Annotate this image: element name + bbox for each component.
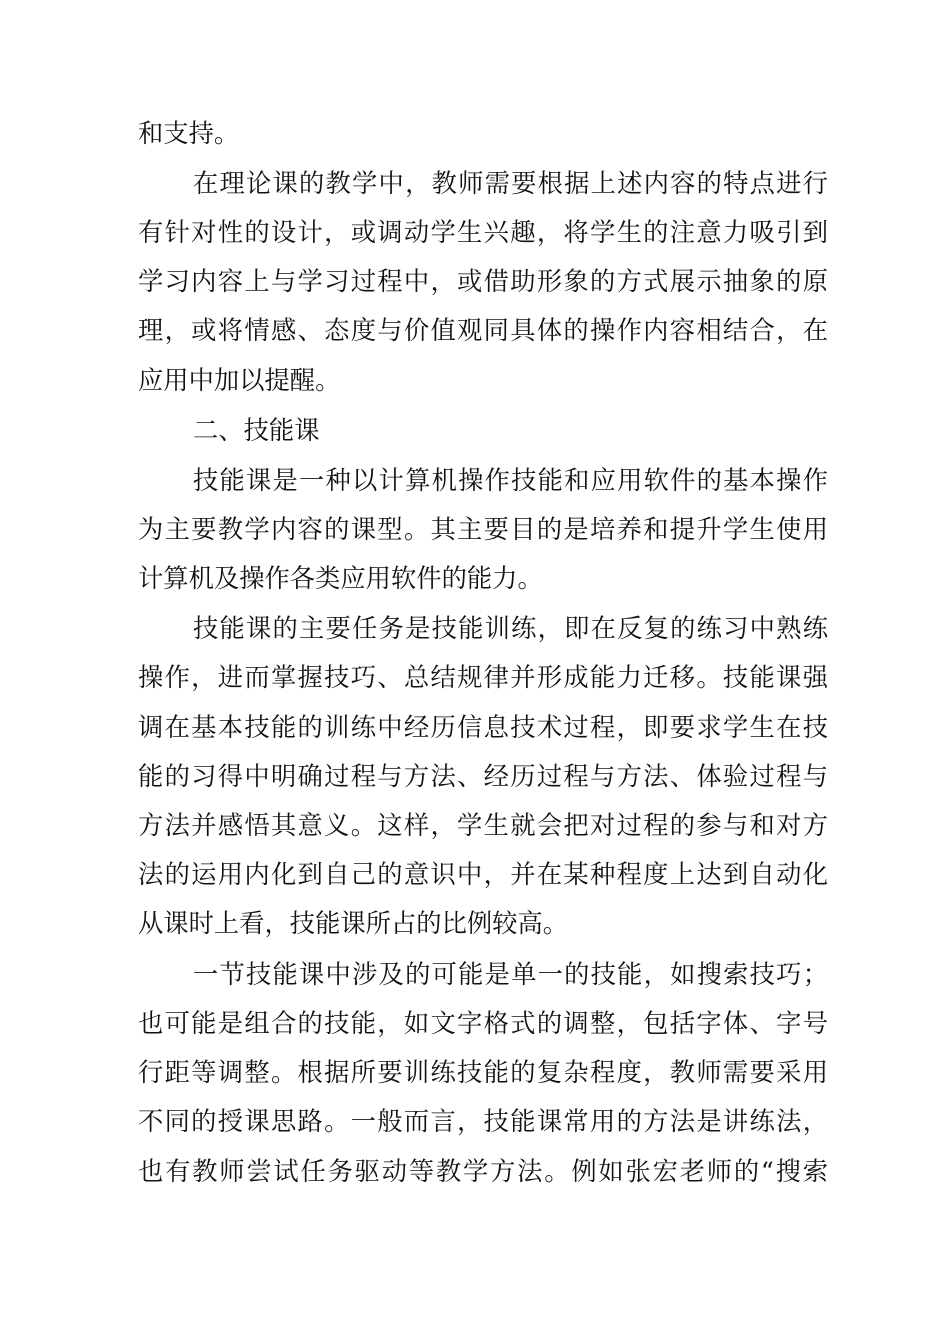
text-line: 理，或将情感、态度与价值观同具体的操作内容相结合，在	[138, 316, 828, 345]
text-line: 能的习得中明确过程与方法、经历过程与方法、体验过程与	[138, 762, 828, 791]
text-line: 和支持。	[138, 119, 240, 148]
paragraph-first-line: 在理论课的教学中，教师需要根据上述内容的特点进行	[193, 169, 828, 198]
paragraph-first-line: 技能课是一种以计算机操作技能和应用软件的基本操作	[193, 466, 828, 495]
text-line: 法的运用内化到自己的意识中，并在某种程度上达到自动化	[138, 860, 828, 889]
text-line: 从课时上看，技能课所占的比例较高。	[138, 909, 569, 938]
text-line: 方法并感悟其意义。这样，学生就会把对过程的参与和对方	[138, 811, 828, 840]
text-line: 也有教师尝试任务驱动等教学方法。例如张宏老师的“搜索	[138, 1157, 828, 1186]
text-line: 不同的授课思路。一般而言，技能课常用的方法是讲练法，	[138, 1107, 828, 1136]
text-line: 调在基本技能的训练中经历信息技术过程，即要求学生在技	[138, 713, 828, 742]
text-line: 学习内容上与学习过程中，或借助形象的方式展示抽象的原	[138, 267, 828, 296]
text-line: 操作，进而掌握技巧、总结规律并形成能力迁移。技能课强	[138, 663, 828, 692]
text-line: 也可能是组合的技能，如文字格式的调整，包括字体、字号	[138, 1009, 828, 1038]
section-heading: 二、技能课	[193, 416, 320, 445]
text-line: 有针对性的设计，或调动学生兴趣，将学生的注意力吸引到	[138, 218, 828, 247]
paragraph-first-line: 一节技能课中涉及的可能是单一的技能，如搜索技巧；	[193, 960, 828, 989]
text-line: 计算机及操作各类应用软件的能力。	[138, 564, 543, 593]
text-line: 为主要教学内容的课型。其主要目的是培养和提升学生使用	[138, 515, 828, 544]
text-line: 应用中加以提醒。	[138, 366, 341, 395]
paragraph-first-line: 技能课的主要任务是技能训练，即在反复的练习中熟练	[193, 614, 828, 643]
text-line: 行距等调整。根据所要训练技能的复杂程度，教师需要采用	[138, 1058, 828, 1087]
